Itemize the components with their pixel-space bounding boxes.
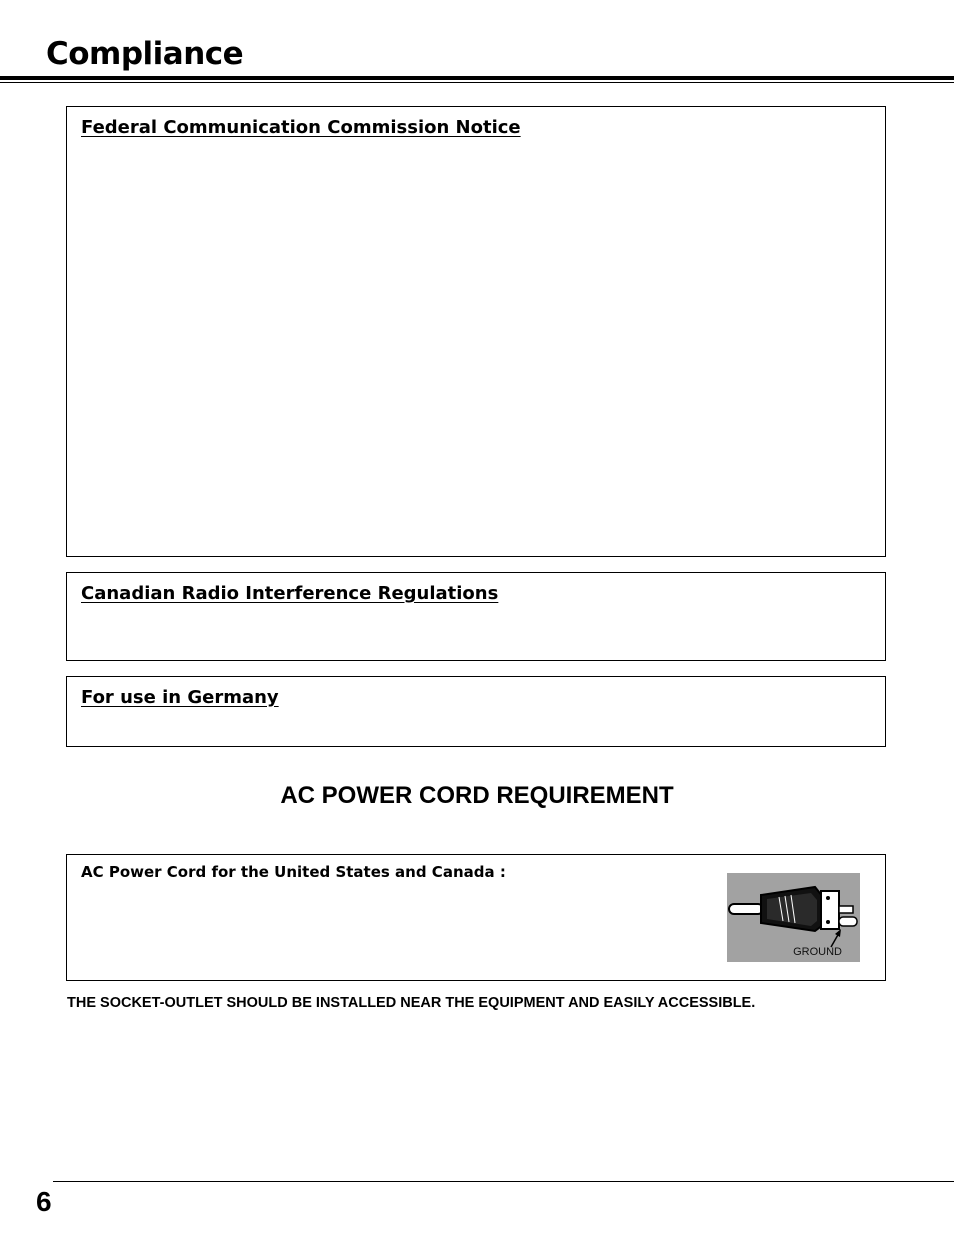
us-canada-cord-label: AC Power Cord for the United States and Canada : [81, 863, 506, 881]
page-number: 6 [36, 1186, 52, 1217]
fcc-notice-box [66, 106, 886, 557]
power-cord-box [66, 854, 886, 981]
fcc-notice-heading: Federal Communication Commission Notice [81, 117, 521, 138]
ground-label: GROUND [793, 946, 842, 958]
title-divider-thin [0, 82, 954, 83]
power-cord-heading: AC POWER CORD REQUIREMENT [280, 782, 674, 809]
page-title: Compliance [46, 36, 244, 72]
socket-outlet-note: THE SOCKET-OUTLET SHOULD BE INSTALLED NEAR THE EQUIPMENT AND EASILY ACCESSIBLE. [67, 995, 756, 1011]
germany-box [66, 676, 886, 747]
canadian-regulations-heading: Canadian Radio Interference Regulations [81, 583, 499, 604]
plug-figure [727, 873, 860, 962]
canadian-regulations-box [66, 572, 886, 661]
title-divider [0, 76, 954, 80]
germany-heading: For use in Germany [81, 687, 279, 708]
footer-divider [53, 1181, 954, 1182]
